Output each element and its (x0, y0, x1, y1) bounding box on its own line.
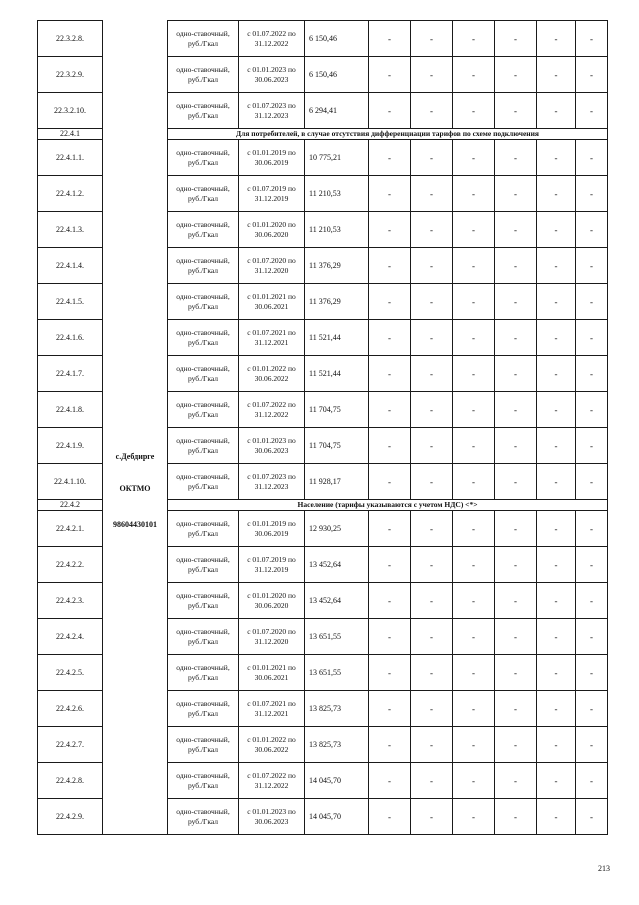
row-dash: - (411, 57, 453, 93)
row-dash: - (576, 727, 608, 763)
row-dash: - (453, 176, 495, 212)
row-code: 22.4.1.4. (38, 248, 103, 284)
row-dash: - (576, 428, 608, 464)
row-dash: - (411, 140, 453, 176)
row-dash: - (537, 212, 576, 248)
row-dash: - (369, 511, 411, 547)
section-title: Для потребителей, в случае отсутствия дифференциации тарифов по схеме подключения (168, 129, 608, 140)
row-dash: - (453, 57, 495, 93)
place-column-spacer (103, 93, 168, 129)
row-period: с 01.07.2022 по 31.12.2022 (239, 763, 305, 799)
row-period: с 01.07.2022 по 31.12.2022 (239, 392, 305, 428)
row-dash: - (411, 93, 453, 129)
row-dash: - (495, 212, 537, 248)
row-period: с 01.07.2019 по 31.12.2019 (239, 547, 305, 583)
row-dash: - (369, 21, 411, 57)
row-dash: - (576, 392, 608, 428)
row-code: 22.4.2.1. (38, 511, 103, 547)
place-column-spacer (103, 57, 168, 93)
section-code: 22.4.2 (38, 500, 103, 511)
row-dash: - (576, 284, 608, 320)
row-dash: - (411, 212, 453, 248)
row-dash: - (576, 464, 608, 500)
row-unit: одно-ставочный, руб./Гкал (168, 176, 239, 212)
row-code: 22.3.2.9. (38, 57, 103, 93)
row-value: 11 704,75 (305, 392, 369, 428)
row-value: 11 376,29 (305, 248, 369, 284)
row-dash: - (453, 511, 495, 547)
row-value: 12 930,25 (305, 511, 369, 547)
row-dash: - (369, 392, 411, 428)
row-dash: - (495, 655, 537, 691)
row-dash: - (369, 799, 411, 835)
row-value: 13 651,55 (305, 619, 369, 655)
row-period: с 01.07.2021 по 31.12.2021 (239, 320, 305, 356)
row-dash: - (537, 763, 576, 799)
row-dash: - (369, 248, 411, 284)
row-dash: - (369, 320, 411, 356)
row-dash: - (537, 248, 576, 284)
row-unit: одно-ставочный, руб./Гкал (168, 284, 239, 320)
row-dash: - (495, 619, 537, 655)
row-dash: - (411, 619, 453, 655)
row-dash: - (411, 392, 453, 428)
row-code: 22.4.2.8. (38, 763, 103, 799)
row-period: с 01.01.2021 по 30.06.2021 (239, 284, 305, 320)
row-unit: одно-ставочный, руб./Гкал (168, 547, 239, 583)
row-dash: - (411, 799, 453, 835)
row-unit: одно-ставочный, руб./Гкал (168, 392, 239, 428)
row-code: 22.4.2.7. (38, 727, 103, 763)
row-unit: одно-ставочный, руб./Гкал (168, 212, 239, 248)
row-dash: - (411, 320, 453, 356)
row-value: 6 150,46 (305, 57, 369, 93)
row-dash: - (537, 176, 576, 212)
row-dash: - (453, 248, 495, 284)
row-unit: одно-ставочный, руб./Гкал (168, 655, 239, 691)
row-unit: одно-ставочный, руб./Гкал (168, 57, 239, 93)
row-period: с 01.01.2020 по 30.06.2020 (239, 583, 305, 619)
row-unit: одно-ставочный, руб./Гкал (168, 93, 239, 129)
row-dash: - (495, 511, 537, 547)
row-dash: - (411, 464, 453, 500)
row-dash: - (576, 763, 608, 799)
table-row (38, 140, 608, 176)
row-dash: - (369, 619, 411, 655)
row-value: 11 704,75 (305, 428, 369, 464)
row-dash: - (495, 248, 537, 284)
row-dash: - (495, 691, 537, 727)
row-unit: одно-ставочный, руб./Гкал (168, 619, 239, 655)
row-code: 22.4.1.7. (38, 356, 103, 392)
row-unit: одно-ставочный, руб./Гкал (168, 583, 239, 619)
row-dash: - (453, 727, 495, 763)
row-period: с 01.07.2021 по 31.12.2021 (239, 691, 305, 727)
row-unit: одно-ставочный, руб./Гкал (168, 140, 239, 176)
place-box (103, 140, 167, 835)
row-dash: - (537, 140, 576, 176)
row-unit: одно-ставочный, руб./Гкал (168, 356, 239, 392)
row-code: 22.4.1.5. (38, 284, 103, 320)
row-dash: - (576, 176, 608, 212)
row-dash: - (453, 691, 495, 727)
row-unit: одно-ставочный, руб./Гкал (168, 464, 239, 500)
row-dash: - (411, 691, 453, 727)
row-dash: - (537, 727, 576, 763)
row-dash: - (495, 57, 537, 93)
row-dash: - (495, 284, 537, 320)
row-dash: - (453, 547, 495, 583)
row-period: с 01.01.2019 по 30.06.2019 (239, 511, 305, 547)
row-code: 22.4.1.2. (38, 176, 103, 212)
row-dash: - (537, 392, 576, 428)
row-dash: - (411, 284, 453, 320)
row-dash: - (453, 320, 495, 356)
row-code: 22.4.2.5. (38, 655, 103, 691)
row-period: с 01.07.2019 по 31.12.2019 (239, 176, 305, 212)
row-dash: - (495, 392, 537, 428)
row-dash: - (576, 691, 608, 727)
row-dash: - (411, 21, 453, 57)
row-dash: - (369, 655, 411, 691)
section-code: 22.4.1 (38, 129, 103, 140)
row-period: с 01.07.2020 по 31.12.2020 (239, 619, 305, 655)
row-dash: - (576, 511, 608, 547)
page-number: 213 (598, 864, 610, 873)
row-period: с 01.01.2019 по 30.06.2019 (239, 140, 305, 176)
row-code: 22.4.2.2. (38, 547, 103, 583)
row-dash: - (576, 583, 608, 619)
row-dash: - (369, 691, 411, 727)
row-code: 22.4.1.6. (38, 320, 103, 356)
table-row (38, 21, 608, 57)
tariff-table-page (37, 20, 607, 835)
row-dash: - (576, 140, 608, 176)
row-dash: - (369, 547, 411, 583)
row-dash: - (453, 140, 495, 176)
row-value: 11 210,53 (305, 212, 369, 248)
row-period: с 01.01.2022 по 30.06.2022 (239, 356, 305, 392)
row-unit: одно-ставочный, руб./Гкал (168, 428, 239, 464)
row-dash: - (411, 356, 453, 392)
row-dash: - (369, 583, 411, 619)
row-code: 22.4.1.8. (38, 392, 103, 428)
row-code: 22.4.2.9. (38, 799, 103, 835)
row-dash: - (495, 464, 537, 500)
row-dash: - (453, 93, 495, 129)
row-value: 11 376,29 (305, 284, 369, 320)
row-dash: - (576, 655, 608, 691)
row-dash: - (495, 428, 537, 464)
row-dash: - (537, 93, 576, 129)
tariff-table (37, 20, 608, 835)
row-value: 13 651,55 (305, 655, 369, 691)
row-dash: - (495, 140, 537, 176)
row-unit: одно-ставочный, руб./Гкал (168, 511, 239, 547)
row-code: 22.4.1.3. (38, 212, 103, 248)
row-dash: - (537, 464, 576, 500)
row-value: 11 928,17 (305, 464, 369, 500)
row-code: 22.4.2.6. (38, 691, 103, 727)
row-code: 22.3.2.8. (38, 21, 103, 57)
row-dash: - (453, 356, 495, 392)
row-dash: - (369, 93, 411, 129)
row-dash: - (411, 727, 453, 763)
row-dash: - (453, 763, 495, 799)
row-value: 6 150,46 (305, 21, 369, 57)
row-period: с 01.07.2020 по 31.12.2020 (239, 248, 305, 284)
table-row (38, 57, 608, 93)
row-dash: - (495, 320, 537, 356)
row-period: с 01.01.2021 по 30.06.2021 (239, 655, 305, 691)
row-dash: - (537, 21, 576, 57)
row-code: 22.4.2.4. (38, 619, 103, 655)
row-dash: - (411, 176, 453, 212)
row-dash: - (537, 511, 576, 547)
row-value: 6 294,41 (305, 93, 369, 129)
row-dash: - (537, 57, 576, 93)
row-unit: одно-ставочный, руб./Гкал (168, 320, 239, 356)
row-dash: - (369, 428, 411, 464)
row-dash: - (495, 763, 537, 799)
row-period: с 01.01.2022 по 30.06.2022 (239, 727, 305, 763)
row-dash: - (369, 284, 411, 320)
oktmo-label: ОКТМО (119, 483, 151, 493)
row-dash: - (576, 799, 608, 835)
row-period: с 01.01.2020 по 30.06.2020 (239, 212, 305, 248)
row-dash: - (537, 619, 576, 655)
place-column-spacer (103, 21, 168, 57)
row-dash: - (453, 392, 495, 428)
row-dash: - (411, 763, 453, 799)
row-value: 10 775,21 (305, 140, 369, 176)
row-period: с 01.01.2023 по 30.06.2023 (239, 428, 305, 464)
section-header-row (38, 129, 608, 140)
row-dash: - (369, 57, 411, 93)
row-dash: - (369, 464, 411, 500)
row-dash: - (537, 428, 576, 464)
row-dash: - (411, 248, 453, 284)
row-dash: - (495, 727, 537, 763)
row-dash: - (576, 320, 608, 356)
row-dash: - (411, 655, 453, 691)
row-value: 14 045,70 (305, 799, 369, 835)
row-dash: - (537, 320, 576, 356)
row-dash: - (537, 284, 576, 320)
row-unit: одно-ставочный, руб./Гкал (168, 727, 239, 763)
row-dash: - (411, 511, 453, 547)
row-dash: - (369, 212, 411, 248)
section-title: Население (тарифы указываются с учетом НДС) <*> (168, 500, 608, 511)
row-value: 13 452,64 (305, 583, 369, 619)
row-dash: - (495, 176, 537, 212)
row-value: 13 825,73 (305, 691, 369, 727)
row-period: с 01.07.2023 по 31.12.2023 (239, 93, 305, 129)
row-dash: - (495, 93, 537, 129)
row-dash: - (537, 547, 576, 583)
row-dash: - (495, 799, 537, 835)
row-value: 11 210,53 (305, 176, 369, 212)
row-period: с 01.01.2023 по 30.06.2023 (239, 799, 305, 835)
place-column-spacer (103, 129, 168, 140)
place-cell (103, 140, 168, 835)
table-row (38, 93, 608, 129)
row-dash: - (453, 212, 495, 248)
row-dash: - (537, 691, 576, 727)
row-dash: - (411, 583, 453, 619)
row-dash: - (576, 57, 608, 93)
row-dash: - (453, 464, 495, 500)
settlement-name: с.Дебдирге (115, 451, 155, 461)
row-code: 22.4.1.1. (38, 140, 103, 176)
row-period: с 01.07.2022 по 31.12.2022 (239, 21, 305, 57)
row-value: 13 825,73 (305, 727, 369, 763)
row-dash: - (576, 547, 608, 583)
row-dash: - (576, 21, 608, 57)
row-value: 13 452,64 (305, 547, 369, 583)
row-dash: - (369, 356, 411, 392)
row-period: с 01.01.2023 по 30.06.2023 (239, 57, 305, 93)
row-code: 22.4.1.9. (38, 428, 103, 464)
row-dash: - (411, 428, 453, 464)
row-unit: одно-ставочный, руб./Гкал (168, 248, 239, 284)
row-dash: - (453, 619, 495, 655)
row-dash: - (495, 547, 537, 583)
row-dash: - (453, 583, 495, 619)
row-dash: - (369, 140, 411, 176)
row-dash: - (537, 655, 576, 691)
row-dash: - (537, 583, 576, 619)
row-code: 22.3.2.10. (38, 93, 103, 129)
row-dash: - (537, 799, 576, 835)
row-value: 11 521,44 (305, 320, 369, 356)
row-code: 22.4.1.10. (38, 464, 103, 500)
row-dash: - (369, 176, 411, 212)
row-dash: - (576, 356, 608, 392)
row-dash: - (453, 655, 495, 691)
row-unit: одно-ставочный, руб./Гкал (168, 799, 239, 835)
row-dash: - (453, 428, 495, 464)
row-dash: - (453, 21, 495, 57)
row-dash: - (495, 583, 537, 619)
row-unit: одно-ставочный, руб./Гкал (168, 21, 239, 57)
row-dash: - (576, 248, 608, 284)
row-unit: одно-ставочный, руб./Гкал (168, 763, 239, 799)
row-dash: - (495, 21, 537, 57)
row-dash: - (411, 547, 453, 583)
row-dash: - (453, 799, 495, 835)
row-dash: - (576, 212, 608, 248)
row-dash: - (369, 763, 411, 799)
oktmo-code: 98604430101 (113, 519, 157, 529)
row-value: 11 521,44 (305, 356, 369, 392)
tariff-table-body (38, 21, 608, 835)
row-dash: - (453, 284, 495, 320)
row-dash: - (495, 356, 537, 392)
row-dash: - (576, 619, 608, 655)
row-unit: одно-ставочный, руб./Гкал (168, 691, 239, 727)
row-period: с 01.07.2023 по 31.12.2023 (239, 464, 305, 500)
row-dash: - (369, 727, 411, 763)
row-dash: - (576, 93, 608, 129)
row-code: 22.4.2.3. (38, 583, 103, 619)
row-value: 14 045,70 (305, 763, 369, 799)
row-dash: - (537, 356, 576, 392)
